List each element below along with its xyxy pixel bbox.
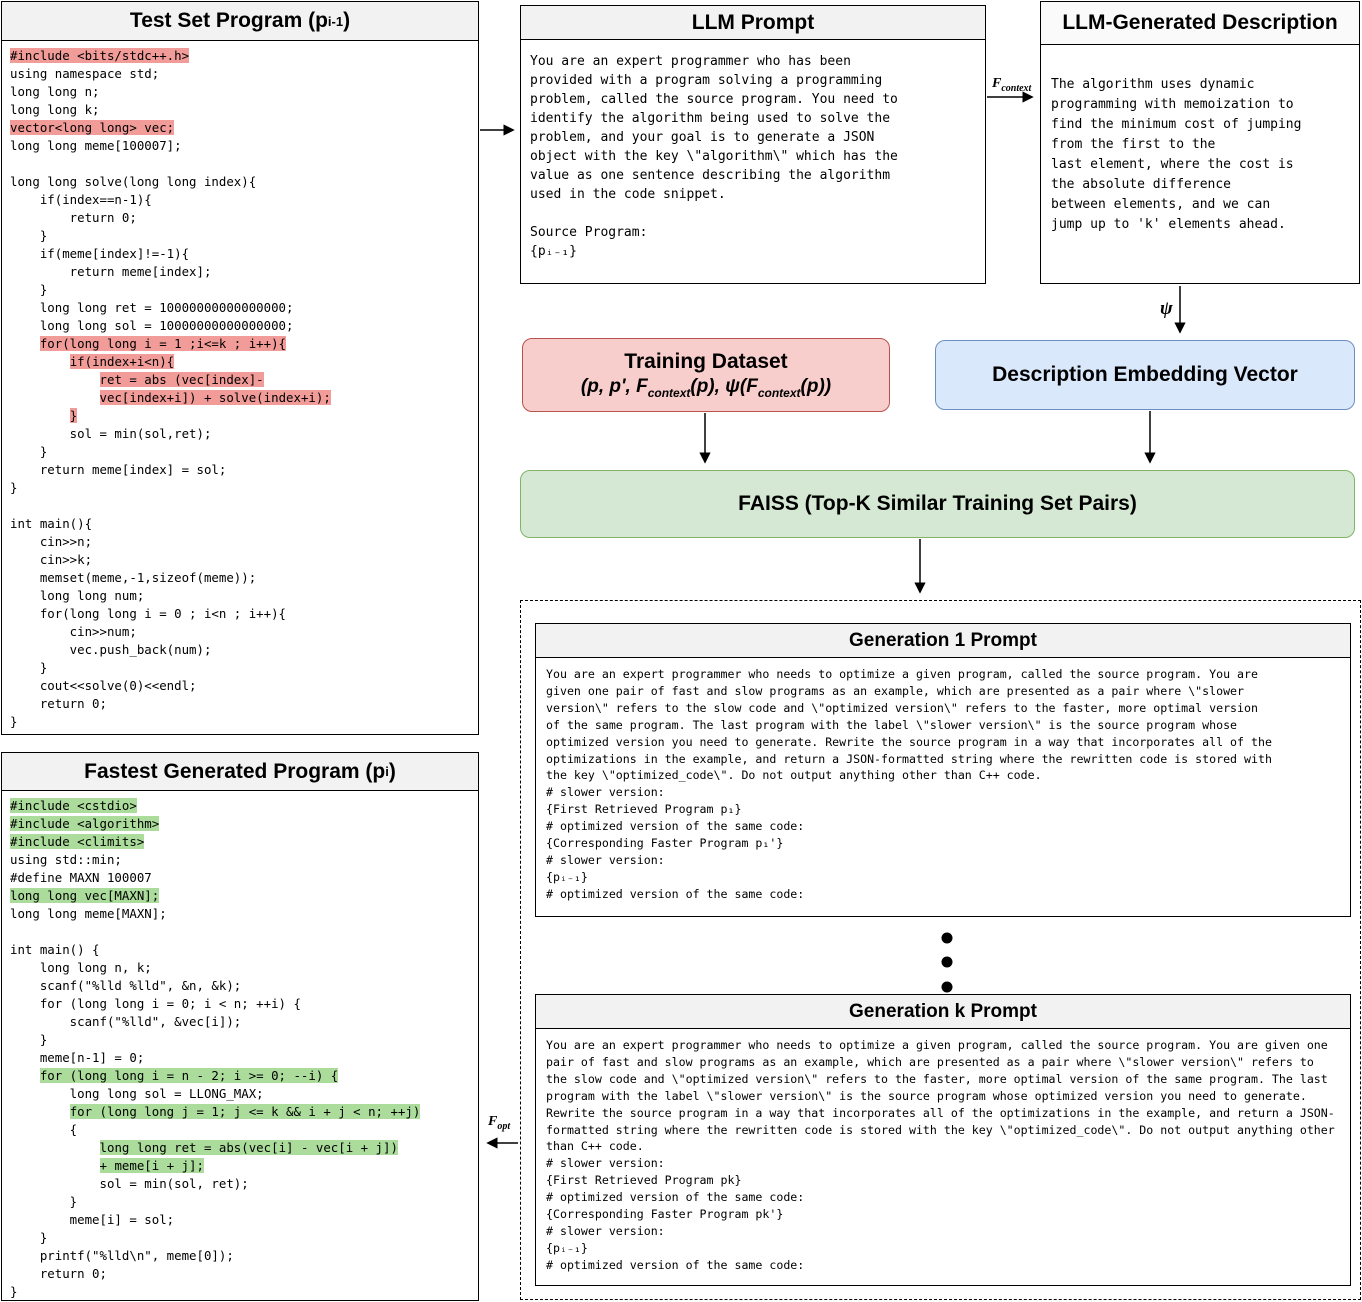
description-embedding-node: Description Embedding Vector	[935, 340, 1355, 410]
highlighted-code: #include <cstdio>	[10, 798, 137, 813]
code-line: cin>>num;	[10, 624, 137, 639]
code-line: using namespace std;	[10, 66, 160, 81]
f-opt-subscript: opt	[497, 1120, 511, 1132]
code-line: scanf("%lld %lld", &n, &k);	[10, 978, 242, 993]
llm-prompt-body: You are an expert programmer who has been provided with a program solving a programming problem, called the source program. You need to identify the algorithm being used to solve the problem, and your goal is to generate a JSON object with the key \"algorithm\" which has the value as one sentence describing the algorithm used in the code snippet. Source Program: {pᵢ₋₁}	[530, 54, 898, 259]
title-text: Test Set Program (p	[129, 9, 328, 32]
code-line: return 0;	[10, 696, 107, 711]
code-line	[10, 923, 470, 941]
code-line: #define MAXN 100007	[10, 870, 152, 885]
code-line: long long k;	[10, 102, 100, 117]
code-line: meme[i] = sol;	[10, 1212, 175, 1227]
code-line: }	[10, 1032, 48, 1047]
f-opt-symbol: F	[488, 1114, 498, 1129]
generation-k-prompt-panel	[535, 994, 1351, 1286]
code-line: {	[10, 1122, 78, 1137]
code-line: cout<<solve(0)<<endl;	[10, 678, 197, 693]
code-line: long long n;	[10, 84, 100, 99]
formula-text: (p))	[800, 376, 832, 398]
code-line: vec.push_back(num);	[10, 642, 212, 657]
psi-symbol: ψ	[1160, 298, 1173, 319]
code-line: int main() {	[10, 942, 100, 957]
code-line: if(index==n-1){	[10, 192, 152, 207]
generation-1-prompt-title: Generation 1 Prompt	[536, 624, 1350, 658]
code-line: long long num;	[10, 588, 145, 603]
generation-1-prompt-body: You are an expert programmer who needs to optimize a given program, called the source program. You are given one pair of fast and slow programs as an example, which are presented as a pair where \"slower version\" refers to the slow code and \"optimized version\" refers to the faster, more optimal version of the same program. The last program with the label \"slower version\" is the source program whose optimized version you need to generate. Rewrite the source program in a way that incorporates all of the optimizations in the example, and return a JSON-formatted string where the rewritten code is stored with the key \"optimized_code\". Do not output anything other than C++ code. # slower version: {First Retrieved Program p₁} # optimized version of the same code: {Corresponding Faster Program p₁'} # slower version: {pᵢ₋₁} # optimized version of the same code:	[546, 667, 1272, 901]
code-line	[10, 407, 470, 425]
code-line: return meme[index];	[10, 264, 212, 279]
llm-prompt-title: LLM Prompt	[521, 6, 985, 40]
code-line: long long ret = 10000000000000000;	[10, 300, 294, 315]
title-text: )	[343, 9, 351, 32]
formula-subscript: context	[757, 385, 801, 400]
f-context-subscript: context	[1001, 82, 1032, 94]
code-line: long long solve(long long index){	[10, 174, 257, 189]
code-line	[10, 119, 470, 137]
code-line: cin>>n;	[10, 534, 93, 549]
code-line: long long sol = LLONG_MAX;	[10, 1086, 264, 1101]
code-line	[10, 887, 470, 905]
formula-text: (p, p',	[580, 376, 637, 398]
formula-F: F	[746, 376, 758, 398]
title-subscript: i-1	[327, 13, 344, 29]
highlighted-code: for (long long j = 1; j <= k && i + j < n; ++j)	[69, 1104, 421, 1119]
llm-description-body: The algorithm uses dynamic programming with memoization to find the minimum cost of jumping from the first to the last element, where the cost is the absolute difference between elements, and we can jump up to 'k' elements ahead.	[1051, 77, 1302, 232]
generation-k-prompt-title: Generation k Prompt	[536, 995, 1350, 1029]
code-line: meme[n-1] = 0;	[10, 1050, 145, 1065]
title-subscript: i	[385, 764, 389, 779]
code-line: }	[10, 660, 48, 675]
test-set-program-title	[2, 2, 478, 41]
training-dataset-node	[522, 338, 890, 412]
title-text: )	[388, 759, 396, 783]
llm-prompt-panel	[520, 5, 986, 284]
code-line: memset(meme,-1,sizeof(meme));	[10, 570, 257, 585]
faiss-node: FAISS (Top-K Similar Training Set Pairs)	[520, 470, 1355, 538]
code-line	[10, 1103, 470, 1121]
code-line	[10, 497, 470, 515]
code-line	[10, 335, 470, 353]
training-dataset-formula	[581, 376, 831, 400]
highlighted-code: for(long long i = 1 ;i<=k ; i++){	[39, 336, 287, 351]
code-line: using std::min;	[10, 852, 122, 867]
llm-description-title: LLM-Generated Description	[1041, 2, 1359, 45]
test-set-program-panel	[1, 1, 479, 735]
highlighted-code: #include <bits/stdc++.h>	[10, 48, 190, 63]
highlighted-code: vector<long long> vec;	[10, 120, 175, 135]
formula-subscript: context	[647, 385, 691, 400]
highlighted-code: ret = abs (vec[index]-	[99, 372, 264, 387]
formula-F: F	[636, 376, 648, 398]
code-line: }	[10, 1284, 18, 1299]
code-line: long long meme[100007];	[10, 138, 182, 153]
code-line: }	[10, 480, 18, 495]
code-line	[10, 389, 470, 407]
code-line	[10, 371, 470, 389]
code-line: }	[10, 1230, 48, 1245]
code-line	[10, 833, 470, 851]
code-line: cin>>k;	[10, 552, 93, 567]
generation-1-prompt-panel	[535, 623, 1351, 917]
code-line	[10, 1067, 470, 1085]
code-line: long long meme[MAXN];	[10, 906, 167, 921]
code-line	[10, 797, 470, 815]
fastest-generated-program-panel	[1, 752, 479, 1301]
code-line: for(long long i = 0 ; i<n ; i++){	[10, 606, 287, 621]
highlighted-code: if(index+i<n){	[69, 354, 175, 369]
code-line	[10, 815, 470, 833]
code-line	[10, 155, 470, 173]
training-dataset-title: Training Dataset	[624, 350, 788, 374]
code-line: sol = min(sol,ret);	[10, 426, 212, 441]
highlighted-code: #include <climits>	[10, 834, 145, 849]
code-line: }	[10, 444, 48, 459]
code-line: return meme[index] = sol;	[10, 462, 227, 477]
generation-k-prompt-body: You are an expert programmer who needs to optimize a given program, called the source program. You are given one pair of fast and slow programs as an example, which are presented as a pair where \"slower version\" refers to the slow code and \"optimized version\" refers to the faster, more optimal version of the same program. The last program with the label \"slower version\" is the source program whose optimized version you need to generate. Rewrite the source program in a way that incorporates all of the optimizations in the example, and return a JSON- formatted string where the rewritten code is stored with the key \"optimized_code\". Do not output anything other than C++ code. # slower version: {First Retrieved Program pk} # optimized version of the same code: {Corresponding Faster Program pk'} # slower version: {pᵢ₋₁} # optimized version of the same code:	[546, 1038, 1335, 1272]
highlighted-code: }	[69, 408, 78, 423]
code-line	[10, 47, 470, 65]
formula-text: (p), ψ(	[690, 376, 747, 398]
generation-prompts-container	[520, 600, 1361, 1300]
fastest-generated-program-title	[2, 753, 478, 791]
f-context-label	[992, 76, 1031, 94]
highlighted-code: + meme[i + j];	[99, 1158, 204, 1173]
code-line: scanf("%lld", &vec[i]);	[10, 1014, 242, 1029]
title-text: Fastest Generated Program (p	[84, 759, 386, 783]
llm-description-panel	[1040, 1, 1360, 284]
code-line	[10, 1139, 470, 1157]
code-line: long long sol = 10000000000000000;	[10, 318, 294, 333]
highlighted-code: for (long long i = n - 2; i >= 0; --i) {	[39, 1068, 339, 1083]
highlighted-code: long long ret = abs(vec[i] - vec[i + j])	[99, 1140, 398, 1155]
code-line: for (long long i = 0; i < n; ++i) {	[10, 996, 301, 1011]
highlighted-code: vec[index+i]) + solve(index+i);	[99, 390, 331, 405]
code-line: sol = min(sol, ret);	[10, 1176, 249, 1191]
highlighted-code: #include <algorithm>	[10, 816, 160, 831]
f-opt-label	[488, 1114, 510, 1132]
highlighted-code: long long vec[MAXN];	[10, 888, 160, 903]
code-line: if(meme[index]!=-1){	[10, 246, 190, 261]
psi-label	[1160, 298, 1173, 320]
code-line: long long n, k;	[10, 960, 152, 975]
code-line	[10, 353, 470, 371]
code-line: int main(){	[10, 516, 93, 531]
code-line: }	[10, 714, 18, 729]
test-set-program-code	[2, 41, 478, 737]
code-line: return 0;	[10, 1266, 107, 1281]
code-line: return 0;	[10, 210, 137, 225]
code-line: }	[10, 1194, 78, 1209]
code-line: printf("%lld\n", meme[0]);	[10, 1248, 234, 1263]
code-line: }	[10, 282, 48, 297]
code-line: }	[10, 228, 48, 243]
code-line	[10, 1157, 470, 1175]
f-context-symbol: F	[992, 76, 1002, 91]
fastest-generated-program-code	[2, 791, 478, 1302]
